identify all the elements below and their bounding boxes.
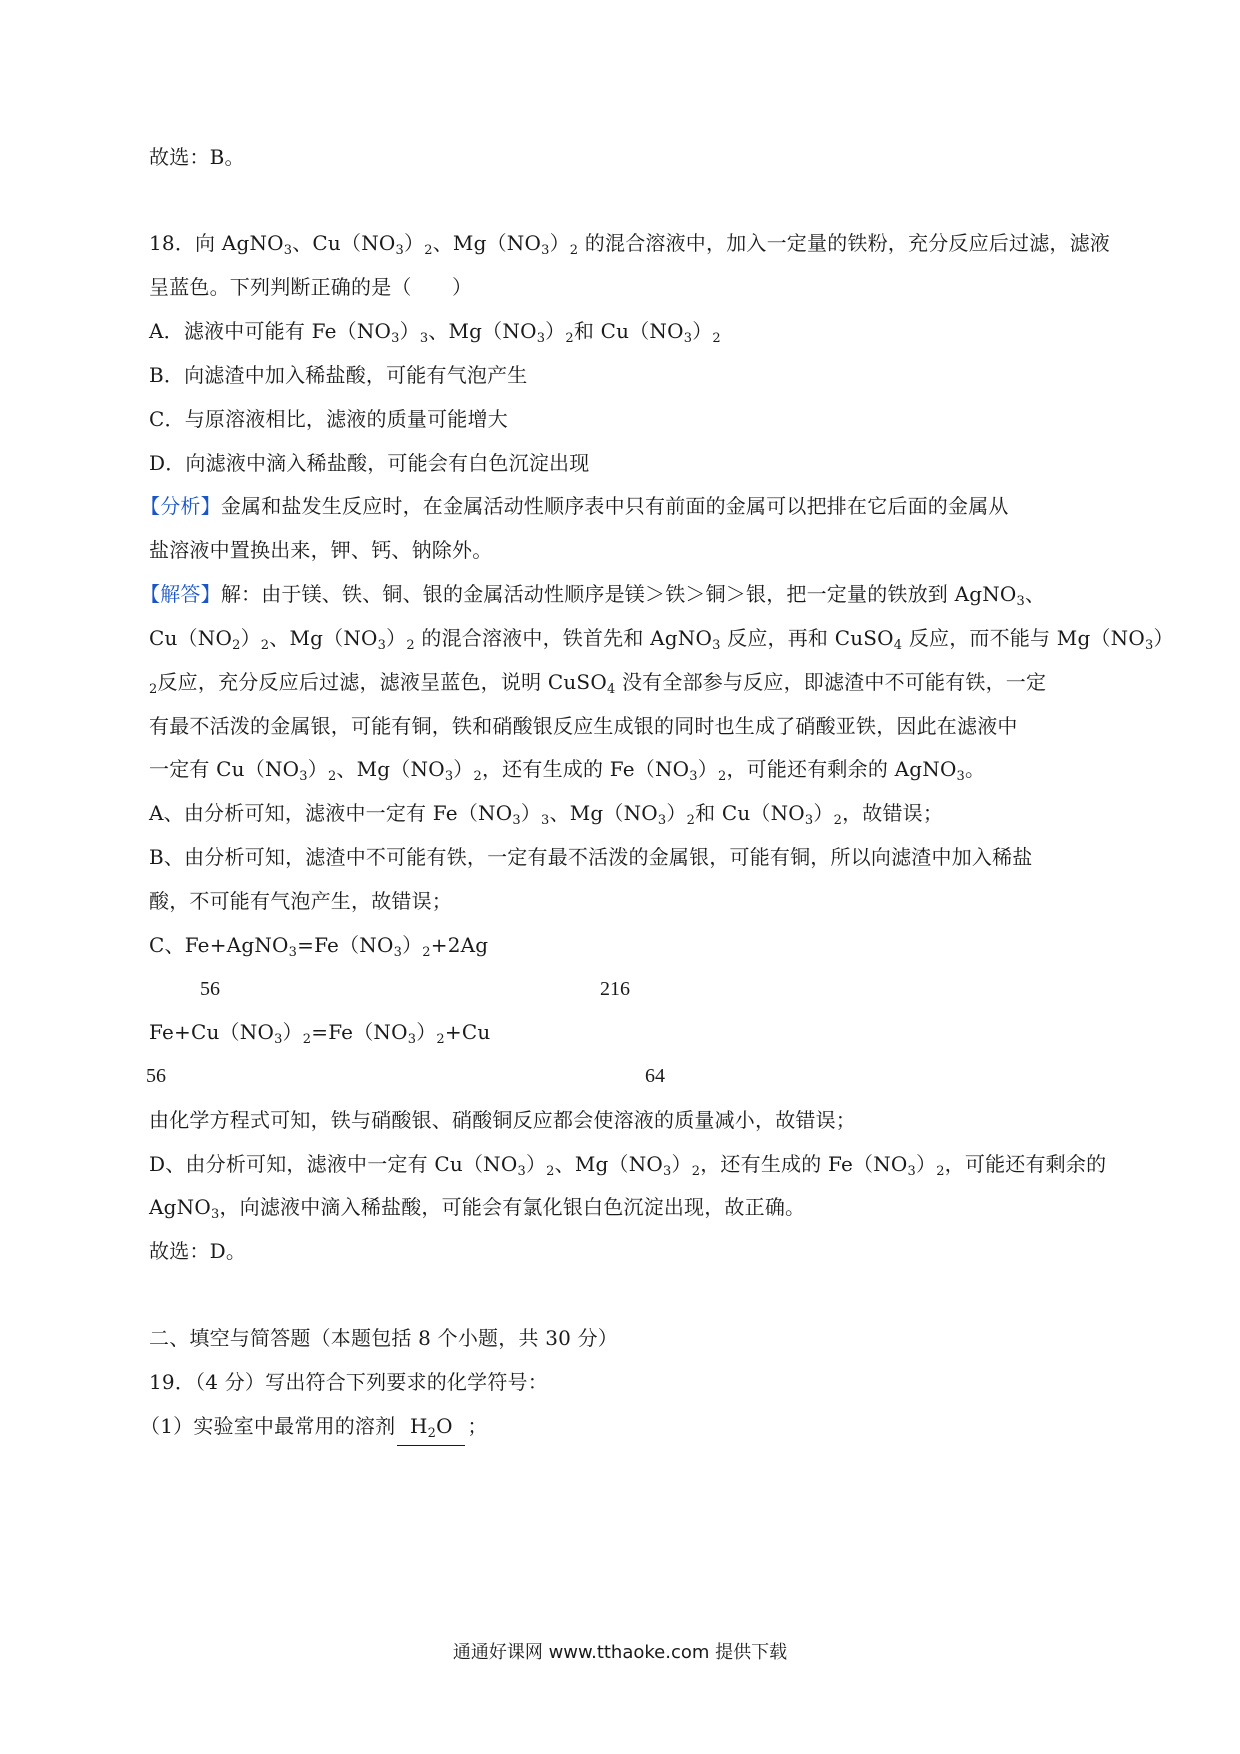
solution-line-4: 有最不活泼的金属银，可能有铜，铁和硝酸银反应生成银的同时也生成了硝酸亚铁，因此在滤液中 [149, 714, 1018, 738]
analysis-line-1: 【分析】金属和盐发生反应时，在金属活动性顺序表中只有前面的金属可以把排在它后面的金属从 [140, 494, 1009, 518]
final-answer: 故选：D。 [149, 1239, 247, 1263]
q19-stem: 19．（4 分）写出符合下列要求的化学符号： [149, 1370, 548, 1394]
q18-option-d: D．向滤液中滴入稀盐酸，可能会有白色沉淀出现 [149, 451, 590, 475]
solution-option-b-line-2: 酸，不可能有气泡产生，故错误； [149, 889, 452, 913]
solution-line-3: $_2$反应，充分反应后过滤，滤液呈蓝色，说明 CuSO$_4$ 没有全部参与反应，即滤渣中不可能有铁，一定 [149, 670, 1047, 697]
q18-option-a: A．滤液中可能有 $Fe(NO_3)_3$、$Mg(NO_3)_2$和 $Cu(NO_3)_2$ [149, 319, 721, 346]
solution-option-c-equation-2: $Fe+Cu(NO_3)_2=Fe(NO_3)_2+Cu$ [149, 1020, 491, 1047]
solution-line-2: $Cu(NO_2)_2$、$Mg(NO_3)_2$ 的混合溶液中，铁首先和 AgNO$_3$ 反应，再和 CuSO$_4$ 反应，而不能与 $Mg(NO_3)$ [149, 626, 1174, 653]
mass-number-cu: 64 [645, 1065, 665, 1087]
solution-option-b-line-1: B、由分析可知，滤渣中不可能有铁，一定有最不活泼的金属银，可能有铜，所以向滤渣中加入稀盐 [149, 845, 1033, 869]
solution-option-d-line-1: D、由分析可知，滤液中一定有 $Cu(NO_3)_2$、$Mg(NO_3)_2$，还有生成的 $Fe(NO_3)_2$，可能还有剩余的 [149, 1152, 1107, 1179]
analysis-line-2: 盐溶液中置换出来，钾、钙、钠除外。 [149, 538, 493, 562]
solution-option-a: A、由分析可知，滤液中一定有 $Fe(NO_3)_3$、$Mg(NO_3)_2$和 $Cu(NO_3)_2$，故错误； [149, 801, 944, 828]
q18-option-b: B．向滤渣中加入稀盐酸，可能有气泡产生 [149, 363, 528, 387]
solution-option-c-equation-1: C、$Fe+AgNO_3=Fe(NO_3)_2+2Ag$ [149, 933, 489, 960]
solution-line-1: 【解答】解：由于镁、铁、铜、银的金属活动性顺序是镁＞铁＞铜＞银，把一定量的铁放到 AgNO$_3$、 [140, 582, 1046, 609]
analysis-tag: 【分析】 [140, 494, 221, 518]
mass-number-fe-2: 56 [146, 1065, 166, 1087]
q19-answer-blank: $H_2O$ [397, 1415, 465, 1446]
previous-answer: 故选：B。 [149, 145, 245, 169]
q18-stem-line-1: 18．向 AgNO$_3$、$Cu(NO_3)_2$、$Mg(NO_3)_2$ 的混合溶液中，加入一定量的铁粉，充分反应后过滤，滤液 [149, 231, 1111, 258]
solution-option-d-line-2: AgNO$_3$，向滤液中滴入稀盐酸，可能会有氯化银白色沉淀出现，故正确。 [149, 1195, 806, 1222]
mass-number-fe-1: 56 [200, 978, 220, 1000]
q18-stem-line-2: 呈蓝色。下列判断正确的是（ ） [149, 275, 473, 299]
q18-option-c: C．与原溶液相比，滤液的质量可能增大 [149, 407, 508, 431]
solution-line-5: 一定有 $Cu(NO_3)_2$、$Mg(NO_3)_2$，还有生成的 $Fe(NO_3)_2$，可能还有剩余的 AgNO$_3$。 [149, 757, 986, 784]
section-2-title: 二、填空与简答题（本题包括 8 个小题，共 30 分） [149, 1326, 619, 1350]
page-footer: 通通好课网 www.tthaoke.com 提供下载 [452, 1642, 788, 1663]
q19-part-1: （1）实验室中最常用的溶剂 $H_2O$ ； [140, 1412, 1100, 1446]
mass-number-ag: 216 [600, 978, 630, 1000]
solution-option-c-conclusion: 由化学方程式可知，铁与硝酸银、硝酸铜反应都会使溶液的质量减小，故错误； [149, 1108, 856, 1132]
solution-tag: 【解答】 [140, 582, 221, 606]
